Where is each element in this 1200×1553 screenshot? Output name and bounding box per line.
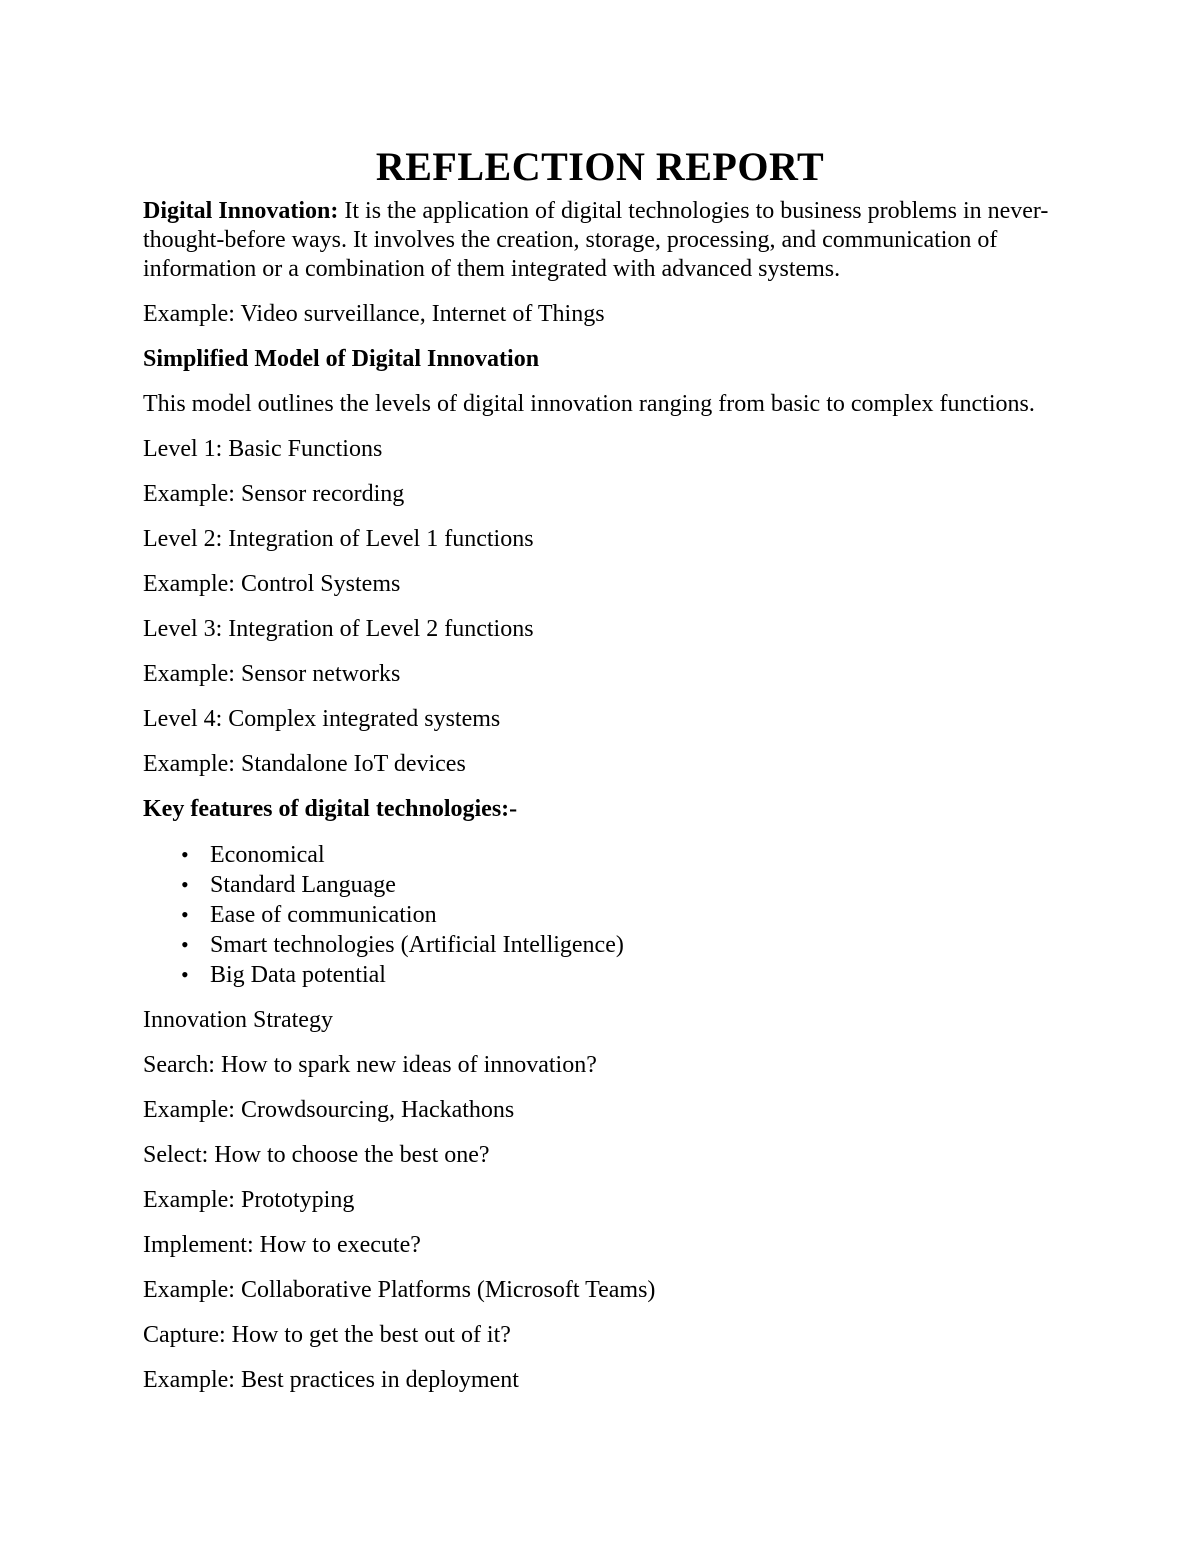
intro-lead: Digital Innovation: [143, 198, 339, 224]
bullet-icon: • [181, 842, 189, 867]
level-3-example: Example: Sensor networks [143, 661, 401, 687]
features-list [143, 840, 1057, 990]
list-item [181, 900, 1057, 930]
list-item [181, 930, 1057, 960]
strategy-step-2-example: Example: Prototyping [143, 1187, 355, 1213]
level-2-example: Example: Control Systems [143, 571, 401, 597]
page-title: REFLECTION REPORT [375, 144, 825, 189]
strategy-step-3-question: Implement: How to execute? [143, 1232, 421, 1258]
intro-paragraph [143, 197, 1057, 284]
level-1-example: Example: Sensor recording [143, 481, 405, 507]
strategy-step-3-example: Example: Collaborative Platforms (Microsoft Teams) [143, 1277, 656, 1303]
strategy-heading: Innovation Strategy [143, 1007, 333, 1033]
bullet-icon: • [181, 902, 189, 927]
model-description: This model outlines the levels of digital innovation ranging from basic to complex functions. [143, 391, 1035, 417]
strategy-step-4-question: Capture: How to get the best out of it? [143, 1322, 511, 1348]
list-item [181, 840, 1057, 870]
feature-label: Ease of communication [210, 902, 437, 928]
feature-label: Big Data potential [210, 962, 386, 988]
strategy-step-4-example: Example: Best practices in deployment [143, 1367, 519, 1393]
bullet-icon: • [181, 872, 189, 897]
list-item [181, 960, 1057, 990]
level-1-label: Level 1: Basic Functions [143, 436, 383, 462]
feature-label: Standard Language [210, 872, 396, 898]
level-3-label: Level 3: Integration of Level 2 functions [143, 616, 534, 642]
strategy-step-2-question: Select: How to choose the best one? [143, 1142, 490, 1168]
intro-text: It is the application of digital technologies to business problems in never-thought-before ways. It involves the creation, storage, processing, and communication of information or a combination of them integrated with advanced systems. [143, 198, 1049, 282]
bullet-icon: • [181, 932, 189, 957]
strategy-step-1-question: Search: How to spark new ideas of innovation? [143, 1052, 597, 1078]
level-4-example: Example: Standalone IoT devices [143, 751, 466, 777]
list-item [181, 870, 1057, 900]
feature-label: Economical [210, 842, 325, 868]
level-2-label: Level 2: Integration of Level 1 functions [143, 526, 534, 552]
intro-example-line: Example: Video surveillance, Internet of Things [143, 301, 605, 327]
feature-label: Smart technologies (Artificial Intelligence) [210, 932, 624, 958]
model-section-heading: Simplified Model of Digital Innovation [143, 346, 540, 372]
strategy-step-1-example: Example: Crowdsourcing, Hackathons [143, 1097, 515, 1123]
bullet-icon: • [181, 962, 189, 987]
level-4-label: Level 4: Complex integrated systems [143, 706, 501, 732]
features-section-heading: Key features of digital technologies:- [143, 796, 518, 822]
